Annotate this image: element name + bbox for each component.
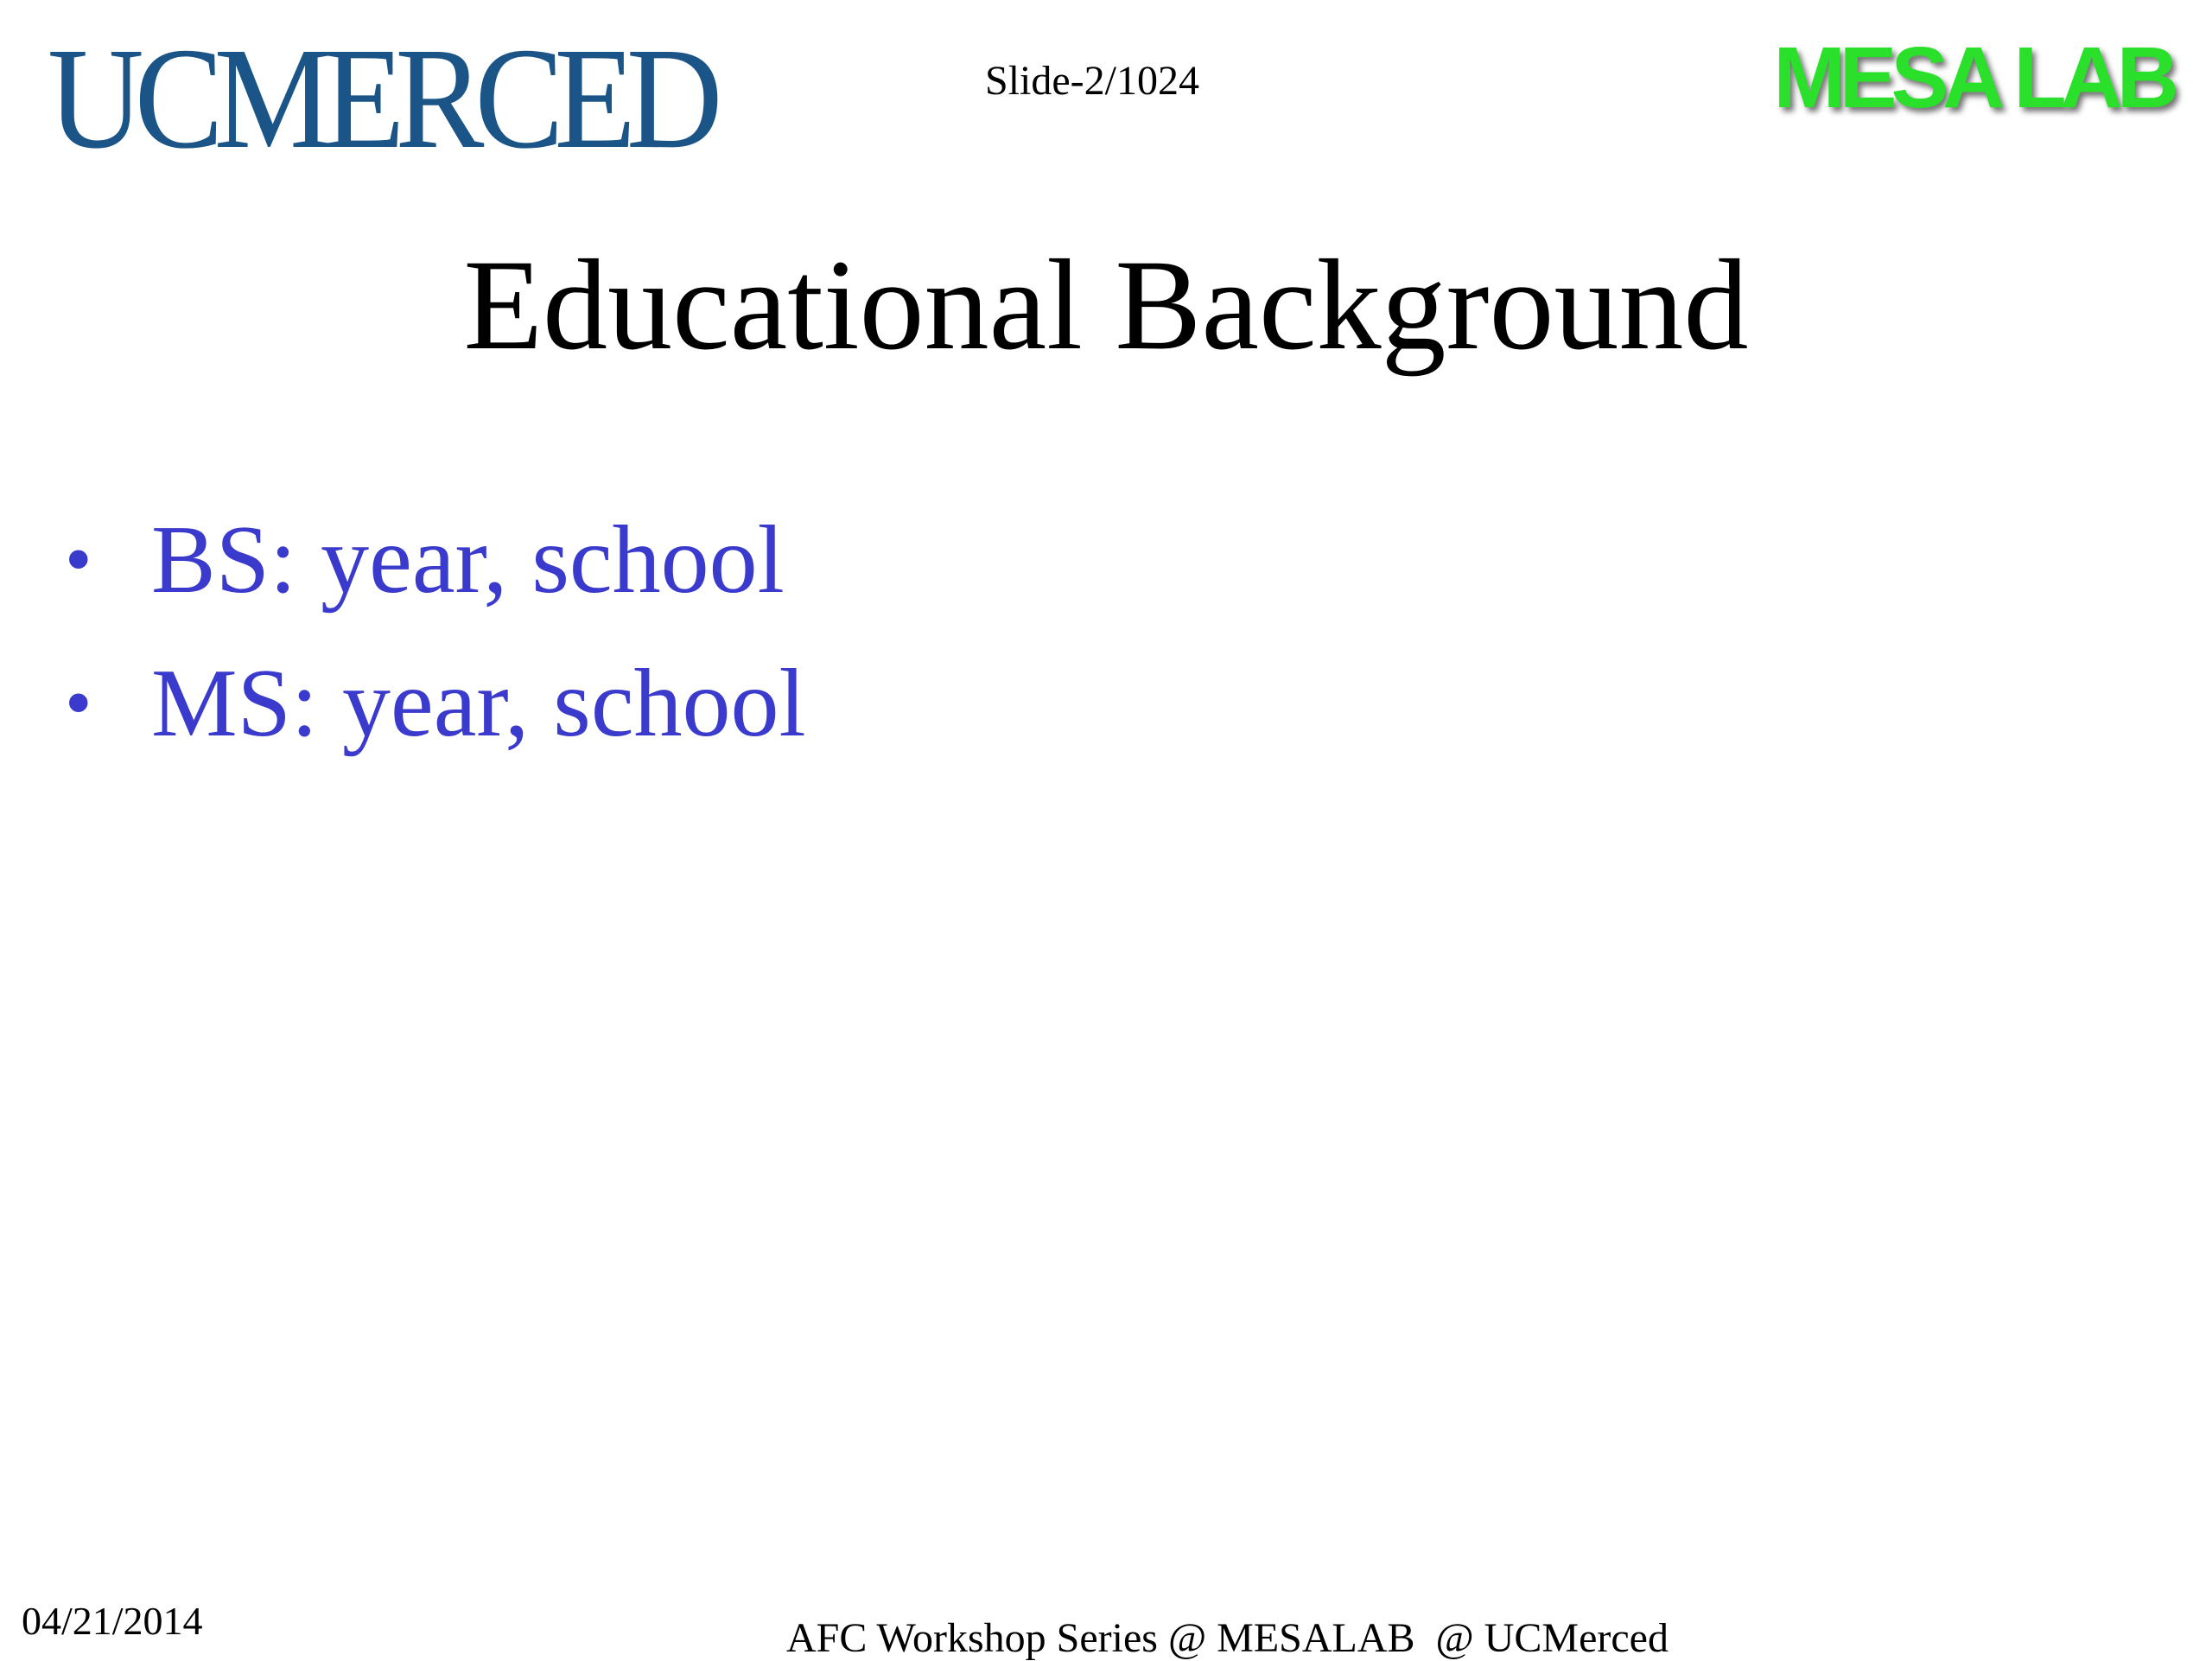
footer-date: 04/21/2014: [22, 1599, 203, 1643]
bullet-item-bs: [65, 488, 806, 632]
footer-text: AFC Workshop Series @ MESALAB @ UCMerced: [786, 1615, 1669, 1661]
bullet-icon: •: [65, 517, 92, 602]
bullet-list: [65, 488, 806, 775]
bullet-icon: •: [65, 660, 92, 746]
bullet-item-ms: [65, 632, 806, 775]
ucmerced-logo: UCMERCED: [48, 18, 714, 179]
mesa-lab-logo: MESA LAB: [1773, 29, 2173, 126]
slide-number: Slide-2/1024: [985, 58, 1199, 104]
bullet-text-bs: BS: year, school: [151, 506, 785, 614]
slide-title: Educational Background: [463, 233, 1749, 377]
bullet-text-ms: MS: year, school: [151, 650, 806, 757]
